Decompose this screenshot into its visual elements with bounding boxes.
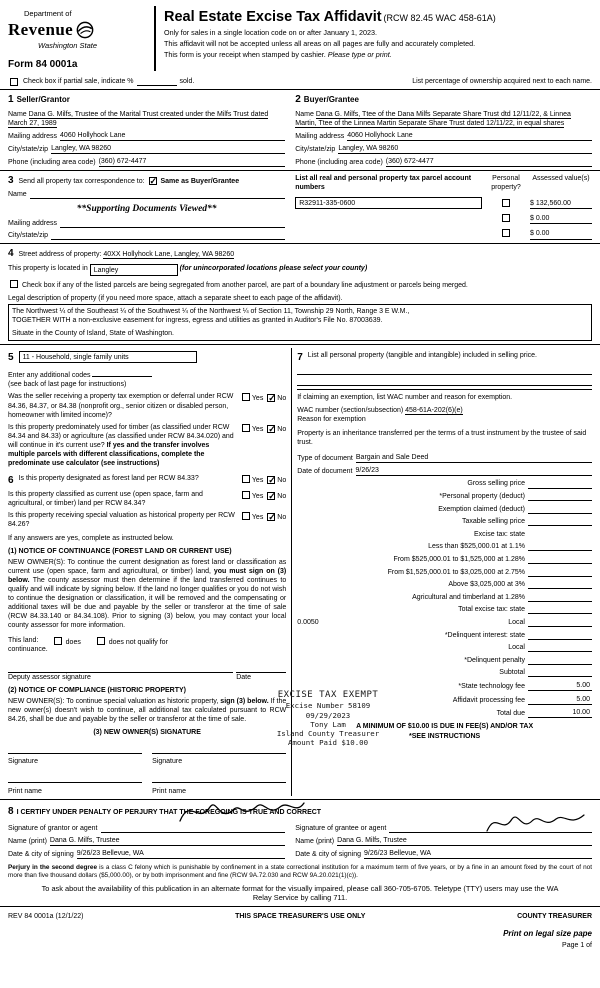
signature-label-1: Signature: [8, 758, 38, 766]
personal-property-checkbox-1[interactable]: [502, 199, 510, 207]
partial-sale-row: [8, 77, 592, 86]
see-instructions-note: *SEE INSTRUCTIONS: [409, 733, 481, 741]
compliance-heading: (2) NOTICE OF COMPLIANCE (HISTORIC PROPERTY): [8, 686, 186, 694]
print-name-label-1: Print name: [8, 787, 42, 795]
perjury-body-text: is a class C felony which is punishable by confinement in a state correctional institution for a maximum term of five years, or by a fine in an amount fixed by the court of not more than five thousand dollars ($5,000.00), or by both imprisonment and fine (RCW 9A.72.030 and RCW 9A.20.021(1)(c)).: [8, 863, 592, 880]
correspondence-name-label: Name: [8, 191, 27, 199]
does-not-qualify-checkbox[interactable]: [97, 637, 105, 645]
q1-yes-checkbox[interactable]: [242, 393, 250, 401]
header-note-3: [164, 50, 592, 59]
assessed-value-input-3[interactable]: $ 0.00: [530, 229, 592, 239]
affidavit-processing-fee-label: Affidavit processing fee: [452, 696, 525, 704]
parcel-row: [295, 197, 592, 209]
timber-agriculture-question: [8, 423, 238, 468]
personal-property-checkbox-2[interactable]: [502, 214, 510, 222]
correspondence-city-input[interactable]: [51, 231, 285, 240]
county-treasurer-label: COUNTY TREASURER: [517, 912, 592, 920]
section-land-use: [8, 348, 291, 795]
seller-mailing-label: Mailing address: [8, 132, 58, 140]
seller-phone-label: Phone (including area code): [8, 159, 96, 167]
additional-codes-label: Enter any additional codes: [8, 372, 91, 380]
stamp-exempt-line: EXCISE TAX EXEMPT: [277, 690, 379, 700]
wac-number-label: WAC number (section/subsection): [297, 407, 404, 415]
delinquent-penalty-label: *Delinquent penalty: [464, 656, 525, 664]
assessed-value-header: Assessed value(s): [532, 175, 590, 183]
buyer-mailing-label: Mailing address: [295, 132, 345, 140]
q1-no-checkbox[interactable]: ✓: [268, 393, 276, 404]
parcel-row: [295, 229, 592, 239]
correspondence-mailing-input[interactable]: [60, 219, 285, 228]
partial-sale-label: Check box if partial sale, indicate %: [23, 77, 134, 85]
legal-description-line-3: Situate in the County of Island, State of Washington.: [12, 330, 175, 338]
q2-no-checkbox[interactable]: ✓: [268, 423, 276, 434]
correspondence-send-label: Send all property tax correspondence to:: [18, 178, 145, 186]
certify-statement: I CERTIFY UNDER PENALTY OF PERJURY THAT THE FOREGOING IS TRUE AND CORRECT: [16, 808, 322, 816]
section-correspondence: [8, 174, 291, 240]
local-tax-input[interactable]: [528, 618, 592, 627]
section-7-number: 7: [297, 352, 303, 364]
personal-property-deduct-input[interactable]: [528, 492, 592, 501]
correspondence-city-label: City/state/zip: [8, 231, 49, 239]
buyer-mailing-input[interactable]: 4060 Hollyhock Lane: [347, 131, 592, 141]
header-note-3-plain: This form is your receipt when stamped by cashier.: [164, 50, 328, 60]
reason-for-exemption-label: Reason for exemption: [297, 416, 366, 424]
section-property: [8, 247, 592, 341]
tier4-label: Above $3,025,000 at 3%: [448, 581, 525, 589]
buyer-grantee-title: Buyer/Grantee: [303, 94, 359, 104]
buyer-name-input[interactable]: Dana G. Milfs, Ttee of the Dana Milfs Separate Share Trust dtd 12/11/22, & Linnea Martin, Ttee of the Linnea Martin Separate Share Trust dated 12/11/22, in equal shares: [295, 110, 571, 127]
exemption-deferral-question: Was the seller receiving a property tax exemption or deferral under RCW 84.36, 84.37, or 84.38 (nonprofit org., senior citizen or disabled person, homeowner with limited income)?: [8, 393, 234, 419]
buyer-phone-input[interactable]: (360) 672-4477: [386, 157, 592, 167]
delinquent-local-label: Local: [508, 644, 525, 652]
department-of-label: Department of: [24, 9, 72, 18]
continuance-heading: (1) NOTICE OF CONTINUANCE (FOREST LAND OR CURRENT USE): [8, 547, 232, 555]
delinquent-penalty-input[interactable]: [528, 656, 592, 665]
deputy-assessor-signature-input[interactable]: [8, 664, 233, 673]
affidavit-processing-fee-input[interactable]: 5.00: [528, 695, 592, 705]
q2-bold-text: If yes and the transfer involves multiple parcels with different classifications, complete the predominate use calculator (see instructions): [8, 441, 210, 468]
total-due-label: Total due: [496, 710, 525, 718]
delinquent-interest-label: *Delinquent interest: state: [444, 631, 525, 639]
deputy-assessor-date-input[interactable]: [236, 664, 286, 673]
stamp-date: 09/29/2023: [305, 710, 351, 720]
gross-selling-price-input[interactable]: [528, 480, 592, 489]
stamp-treasurer-name: Tony Lam: [310, 719, 346, 729]
stamp-amount-paid: Amount Paid $10.00: [287, 738, 369, 748]
page-number: Page 1 of: [562, 942, 592, 950]
personal-property-deduct-label: *Personal property (deduct): [439, 493, 525, 500]
local-tax-label: Local: [508, 618, 525, 626]
historic-yes-label: Yes: [251, 514, 264, 522]
new-owner-signature-heading: (3) NEW OWNER(S) SIGNATURE: [93, 729, 201, 737]
header-note-2: This affidavit will not be accepted unless all areas on all pages are fully and accurately completed.: [164, 39, 476, 49]
wac-number-input[interactable]: 458-61A-202(6)(e): [405, 407, 463, 415]
street-address-input[interactable]: 40XX Hollyhock Lane, Langley, WA 98260: [103, 250, 235, 258]
compliance-text-b: If the new owner(s) doesn't wish to continue, all additional tax calculated pursuant to RCW 84.26, shall be due and payable by the seller or transferor at the time of sale.: [8, 697, 287, 724]
does-qualify-checkbox[interactable]: [54, 637, 62, 645]
grantor-date-city-input[interactable]: 9/26/23 Bellevue, WA: [77, 849, 285, 859]
parcel-numbers-header: List all real and personal property tax parcel account numbers: [295, 175, 472, 192]
q1-yes-label: Yes: [251, 395, 264, 403]
parcel-number-input-1[interactable]: R32911-335-0600: [295, 197, 482, 209]
perjury-notice: [8, 864, 592, 881]
q2-yes-checkbox[interactable]: [242, 424, 250, 432]
historic-yes-checkbox[interactable]: [242, 512, 250, 520]
forest-no-checkbox[interactable]: ✓: [268, 475, 276, 486]
deputy-assessor-label: Deputy assessor signature: [8, 673, 91, 681]
dor-logo-block: [8, 6, 146, 71]
grantor-signature-scribble: [176, 795, 308, 829]
state-technology-fee-input[interactable]: 5.00: [528, 681, 592, 691]
total-excise-state-input[interactable]: [528, 605, 592, 614]
land-use-code-select[interactable]: 11 - Household, single family units: [19, 351, 197, 363]
revenue-wordmark: Revenue: [8, 19, 74, 39]
seller-buyer-row: [8, 93, 592, 167]
same-as-buyer-checkbox[interactable]: ✓: [149, 176, 158, 187]
type-of-document-input[interactable]: Bargain and Sale Deed: [356, 453, 592, 463]
grantor-date-city-label: Date & city of signing: [8, 850, 74, 858]
location-select[interactable]: Langley: [90, 264, 178, 276]
grantor-signature-label: Signature of grantor or agent: [8, 824, 98, 832]
does-not-label: does not qualify for: [108, 638, 168, 646]
form-title: Real Estate Excise Tax Affidavit: [164, 9, 382, 25]
personal-property-input-1[interactable]: [297, 364, 592, 375]
form-title-block: [154, 6, 592, 71]
agricultural-label: Agricultural and timberland at 1.28%: [412, 593, 525, 601]
form-number: Form 84 0001a: [8, 58, 78, 70]
historic-no-label: No: [277, 514, 287, 522]
located-in-label: This property is located in: [8, 264, 88, 272]
grantee-date-city-label: Date & city of signing: [295, 850, 361, 858]
this-land-label: [8, 636, 48, 654]
tier1-input[interactable]: [528, 542, 592, 551]
buyer-city-input[interactable]: Langley, WA 98260: [338, 144, 592, 154]
assessed-value-input-1[interactable]: $ 132,560.00: [530, 199, 592, 209]
compliance-text-bold: sign (3) below.: [220, 697, 269, 705]
seller-name-input[interactable]: Dana G. Milfs, Trustee of the Marital Trust created under the Milfs Trust dated March 27, 1989: [8, 110, 269, 127]
partial-sale-sold-label: sold.: [179, 77, 195, 85]
type-of-document-label: Type of document: [297, 454, 353, 462]
total-due-input[interactable]: 10.00: [528, 708, 592, 718]
grantee-name-print-label: Name (print): [295, 837, 335, 845]
section-4-number: 4: [8, 247, 14, 259]
seller-phone-input[interactable]: (360) 672-4477: [99, 157, 286, 167]
current-use-yes-label: Yes: [251, 493, 264, 501]
exemption-claim-note: If claiming an exemption, list WAC number and reason for exemption.: [297, 394, 513, 402]
additional-codes-note: (see back of last page for instructions): [8, 381, 127, 389]
stamp-excise-number: Excise Number 58109: [285, 701, 371, 711]
delinquent-local-input[interactable]: [528, 643, 592, 652]
seller-city-input[interactable]: Langley, WA 98260: [51, 144, 285, 154]
exemption-claimed-label: Exemption claimed (deduct): [438, 505, 525, 513]
taxable-selling-price-label: Taxable selling price: [461, 518, 525, 526]
tier2-label: From $525,000.01 to $1,525,000 at 1.28%: [393, 555, 525, 563]
section-3-number: 3: [8, 175, 14, 187]
deputy-date-label: Date: [236, 673, 252, 681]
buyer-phone-label: Phone (including area code): [295, 159, 383, 167]
grantor-name-print-input[interactable]: Dana G. Milfs, Trustee: [50, 836, 285, 846]
historic-property-question: Is this property receiving special valuation as historical property per RCW 84.26?: [8, 512, 235, 529]
continuance-text-b: The county assessor must then determine if the land transferred continues to qualify and will indicate by signing below. If the land no longer qualifies or you do not wish to continue the designation or classification, it will be removed and the compensating or additional taxes will be due and payable by the seller or transferor at the time of sale (RCW 84.33.140 or 84.34.108). Prior to signing (3) below, you may contact your local county assessor for more information.: [8, 576, 287, 630]
parcel-table-header: [295, 174, 592, 192]
continuance-text: continuance.: [8, 645, 48, 653]
segregated-label: Check box if any of the listed parcels are being segregated from another parcel, are part of a boundary line adjustment or parcels being merged.: [21, 281, 468, 289]
street-address-label: Street address of property:: [18, 250, 102, 258]
q2-no-label: No: [277, 425, 287, 433]
personal-property-checkbox-3[interactable]: [502, 229, 510, 237]
subtotal-input[interactable]: [528, 668, 592, 677]
treasurer-stamp: [250, 690, 406, 748]
delinquent-interest-input[interactable]: [528, 631, 592, 640]
assessed-value-input-2[interactable]: $ 0.00: [530, 214, 592, 224]
additional-codes-input[interactable]: [92, 368, 152, 377]
grantee-signature-scribble: [484, 809, 588, 837]
parcel-table: [291, 174, 592, 240]
minimum-due-note: A MINIMUM OF $10.00 IS DUE IN FEE(S) AND/OR TAX: [356, 723, 534, 731]
partial-sale-checkbox[interactable]: [10, 78, 18, 86]
state-technology-fee-label: *State technology fee: [458, 682, 525, 690]
located-note: (for unincorporated locations please select your county): [179, 264, 368, 272]
header-note-3-italic: Please type or print.: [327, 50, 392, 60]
personal-property-header: Personal property?: [491, 175, 521, 192]
correspondence-parcels-row: [8, 174, 592, 240]
date-of-document-label: Date of document: [297, 467, 353, 475]
section-1-number: 1: [8, 93, 14, 105]
tier3-input[interactable]: [528, 568, 592, 577]
treasurer-use-only-label: THIS SPACE TREASURER'S USE ONLY: [235, 912, 366, 920]
supporting-documents-stamp: **Supporting Documents Viewed**: [76, 204, 217, 215]
subtotal-label: Subtotal: [499, 669, 525, 677]
agricultural-input[interactable]: [528, 593, 592, 602]
continuance-text-bold: you must sign on (3) below.: [8, 567, 287, 584]
tier3-label: From $1,525,000.01 to $3,025,000 at 2.75%: [387, 568, 525, 576]
tier2-input[interactable]: [528, 555, 592, 564]
footer-row: [8, 912, 592, 921]
this-land-text: This land:: [8, 636, 39, 644]
compliance-text-a: NEW OWNER(S): To continue special valuation as historic property,: [8, 697, 221, 705]
buyer-city-label: City/state/zip: [295, 145, 336, 153]
tier4-input[interactable]: [528, 580, 592, 589]
section-2-number: 2: [295, 93, 301, 105]
forest-yes-label: Yes: [251, 477, 264, 485]
section-6-number: 6: [8, 475, 14, 487]
segregated-checkbox[interactable]: [10, 280, 18, 288]
section-8-number: 8: [8, 805, 14, 817]
exemption-claimed-input[interactable]: [528, 505, 592, 514]
compliance-paragraph: [8, 697, 286, 724]
local-rate-value: 0.0050: [297, 618, 319, 626]
excise-tax-state-label: Excise tax: state: [474, 530, 525, 538]
perjury-bold-text: Perjury in the second degree: [8, 863, 98, 871]
new-owner-print-lines: [8, 774, 286, 795]
gross-selling-price-label: Gross selling price: [467, 480, 525, 488]
forest-no-label: No: [277, 477, 287, 485]
stamp-treasurer-title: Island County Treasurer: [276, 729, 380, 738]
new-owner-print-input-2[interactable]: [152, 774, 286, 783]
signature-label-2: Signature: [152, 758, 183, 766]
current-use-question: Is this property classified as current use (open space, farm and agricultural, or timber) land per RCW 84.34?: [8, 491, 203, 508]
section-certification: [8, 805, 592, 859]
historic-no-checkbox[interactable]: ✓: [268, 512, 276, 523]
current-use-yes-checkbox[interactable]: [242, 491, 250, 499]
q2-plain-text: Is this property predominately used for timber (as classified under RCW 84.34 and 84.33) or agriculture (as classified under RCW 84.34.020) and will continue in it's current use?: [8, 423, 234, 449]
grantee-date-city-input[interactable]: 9/26/23 Bellevue, WA: [364, 849, 592, 859]
new-owner-signature-input-1[interactable]: [8, 745, 142, 754]
dor-swirl-icon: [76, 21, 94, 39]
correspondence-mailing-label: Mailing address: [8, 219, 58, 227]
correspondence-name-input[interactable]: [30, 190, 286, 199]
section-5-number: 5: [8, 352, 14, 364]
personal-property-list-label: List all personal property (tangible and intangible) included in selling price.: [307, 352, 537, 360]
same-as-buyer-label: Same as Buyer/Grantee: [160, 178, 240, 186]
new-owner-print-input-1[interactable]: [8, 774, 142, 783]
section-seller-grantor: [8, 93, 291, 167]
continuance-paragraph: [8, 558, 286, 631]
taxable-selling-price-input[interactable]: [528, 517, 592, 526]
seller-name-label: Name: [8, 110, 27, 118]
washington-state-label: Washington State: [38, 40, 98, 50]
reason-for-exemption-input[interactable]: Property is an inheritance transferred per the terms of a trust instrument by the trustee of said trust.: [297, 429, 587, 446]
personal-property-input-2[interactable]: [297, 375, 592, 386]
grantee-name-print-input[interactable]: Dana G. Milfs, Trustee: [337, 836, 592, 846]
legal-size-note: Print on legal size pape: [503, 928, 592, 938]
total-excise-state-label: Total excise tax: state: [458, 606, 525, 614]
forest-land-question: Is this property designated as forest land per RCW 84.33?: [18, 475, 199, 483]
land-qualify-row: [8, 636, 286, 654]
ownership-percentage-note: List percentage of ownership acquired next to each name.: [412, 77, 592, 85]
buyer-name-label: Name: [295, 110, 314, 118]
does-label: does: [65, 638, 81, 646]
forest-yes-checkbox[interactable]: [242, 475, 250, 483]
legal-description-label: Legal description of property (if you need more space, attach a separate sheet to each page of the affidavit).: [8, 294, 343, 302]
continuance-text-a: NEW OWNER(S): To continue the current designation as forest land or classification as current use (open space, farm and agricultural, or timber) land,: [8, 558, 287, 575]
partial-sale-percent-input[interactable]: [137, 77, 177, 86]
parcel-row: [295, 214, 592, 224]
grantee-signature-label: Signature of grantee or agent: [295, 824, 387, 832]
legal-description-line-2: TOGETHER WITH a non-exclusive easement for ingress, egress and utilities as granted in Auditor's File No. 87003639.: [12, 317, 383, 325]
grantor-name-print-label: Name (print): [8, 837, 47, 845]
seller-grantor-title: Seller/Grantor: [16, 94, 70, 104]
legal-description-box[interactable]: [8, 304, 592, 341]
if-yes-note: If any answers are yes, complete as instructed below.: [8, 534, 174, 542]
q1-no-label: No: [277, 395, 287, 403]
new-owner-signature-lines: [8, 745, 286, 766]
section-buyer-grantee: [291, 93, 592, 167]
date-of-document-input[interactable]: 9/26/23: [356, 466, 592, 476]
header-note-1: Only for sales in a single location code on or after January 1, 2023.: [164, 28, 377, 38]
q2-yes-label: Yes: [251, 425, 264, 433]
rev-form-number: REV 84 0001a (12/1/22): [8, 912, 84, 920]
seller-mailing-input[interactable]: 4060 Hollyhock Lane: [60, 131, 285, 141]
current-use-no-label: No: [277, 493, 287, 501]
form-header: [8, 6, 592, 71]
tier1-label: Less than $525,000.01 at 1.1%: [428, 543, 525, 551]
alternate-format-note: To ask about the availability of this publication in an alternate format for the visually impaired, please call 360-705-6705. Teletype (TTY) users may use the WA Relay Service by calling 711.: [41, 883, 559, 903]
seller-city-label: City/state/zip: [8, 145, 49, 153]
form-title-rcw: (RCW 82.45 WAC 458-61A): [383, 13, 496, 23]
current-use-no-checkbox[interactable]: ✓: [268, 491, 276, 502]
legal-description-line-1: The Northwest ¼ of the Southeast ¼ of the Southwest ¼ of the Northwest ¼ of Section 11, Township 29 North, Range 3 E W.M.,: [12, 307, 410, 315]
print-name-label-2: Print name: [152, 787, 186, 795]
